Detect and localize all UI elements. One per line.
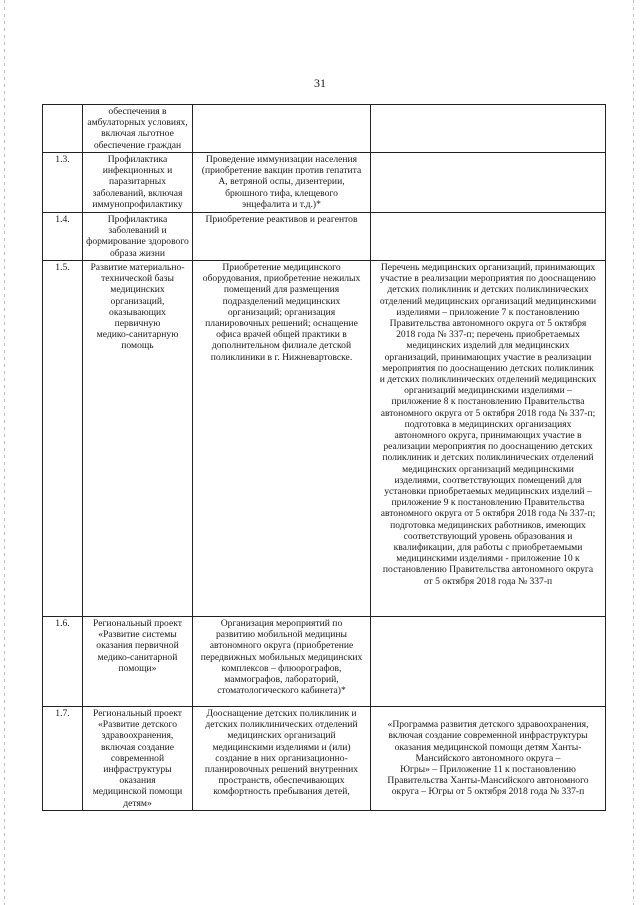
- activity-documents: [371, 105, 606, 153]
- activity-name: Региональный проект «Развитие системы оказания первичной медико-санитарной помощи»: [83, 617, 193, 707]
- table-row: [43, 261, 606, 617]
- activity-measures: Дооснащение детских поликлиник и детских поликлинических отделений медицинских организаций медицинскими изделиями и (или) создание в них организационно- планировочных решений внутренних пространств, обеспечивающих комфортность пребывания детей,: [193, 707, 371, 811]
- row-number: 1.6.: [43, 617, 83, 707]
- table-row: [43, 105, 606, 153]
- table-row: [43, 153, 606, 213]
- activity-measures: [193, 105, 371, 153]
- table-row: [43, 213, 606, 261]
- measures-table: [42, 104, 606, 811]
- scan-edge-right: [633, 0, 634, 905]
- activity-name: Профилактика заболеваний и формирование здорового образа жизни: [83, 213, 193, 261]
- activity-name: Профилактика инфекционных и паразитарных заболеваний, включая иммунопрофилактику: [83, 153, 193, 213]
- activity-measures: Приобретение медицинского оборудования, приобретение нежилых помещений для размещения подразделений медицинских организаций; организация планировочных решений; оснащение офиса врачей общей практики в дополнительном филиале детской поликлиники в г. Нижневартовске.: [193, 261, 371, 617]
- activity-name: обеспечения в амбулаторных условиях, включая льготное обеспечение граждан: [83, 105, 193, 153]
- activity-name: Развитие материально- технической базы медицинских организаций, оказывающих первичную медико-санитарную помощь: [83, 261, 193, 617]
- activity-documents: [371, 153, 606, 213]
- row-number: 1.4.: [43, 213, 83, 261]
- scan-edge-left: [4, 0, 5, 905]
- page-number: 31: [314, 76, 326, 90]
- activity-documents: [371, 213, 606, 261]
- activity-measures: Приобретение реактивов и реагентов: [193, 213, 371, 261]
- activity-name: Региональный проект «Развитие детского здравоохранения, включая создание современной инфраструктуры оказания медицинской помощи детям»: [83, 707, 193, 811]
- activity-documents: [371, 617, 606, 707]
- activity-documents: «Программа развития детского здравоохранения, включая создание современной инфраструктуры оказания медицинской помощи детям Ханты- Мансийского автономного округа – Югры» – Приложение 11 к постановлению Правительства Ханты-Мансийского автономного округа – Югры от 5 октября 2018 года № 337-п: [371, 707, 606, 811]
- row-number: 1.5.: [43, 261, 83, 617]
- activity-measures: Проведение иммунизации населения (приобретение вакцин против гепатита А, ветряной оспы, дизентерии, брюшного тифа, клещевого энцефалита и т.д.)*: [193, 153, 371, 213]
- activity-documents: Перечень медицинских организаций, принимающих участие в реализации мероприятия по дооснащению детских поликлиник и детских поликлинических отделений медицинских организаций медицинскими изделиями – приложение 7 к постановлению Правительства автономного округа от 5 октября 2018 года № 337-п; перечень приобретаемых медицинских изделий для медицинских организаций, принимающих участие в реализации мероприятия по дооснащению детских поликлиник и детских поликлинических отделений медицинских организаций медицинскими изделиями – приложение 8 к постановлению Правительства автономного округа от 5 октября 2018 года № 337-п; подготовка в медицинских организациях автономного округа, принимающих участие в реализации мероприятия по дооснащению детских поликлиник и детских поликлинических отделений медицинских организаций медицинскими изделиями, соответствующих помещений для установки приобретаемых медицинских изделий – приложение 9 к постановлению Правительства автономного округа от 5 октября 2018 года № 337-п; подготовка медицинских работников, имеющих соответствующий уровень образования и квалификации, для работы с приобретаемыми медицинскими изделиями - приложение 10 к постановлению Правительства автономного округа от 5 октября 2018 года № 337-п: [371, 261, 606, 617]
- activity-measures: Организация мероприятий по развитию мобильной медицины автономного округа (приобретение передвижных мобильных медицинских комплексов – флюорографов, маммографов, лабораторий, стоматологического кабинета)*: [193, 617, 371, 707]
- table-row: [43, 617, 606, 707]
- row-number: [43, 105, 83, 153]
- table-row: [43, 707, 606, 811]
- row-number: 1.3.: [43, 153, 83, 213]
- row-number: 1.7.: [43, 707, 83, 811]
